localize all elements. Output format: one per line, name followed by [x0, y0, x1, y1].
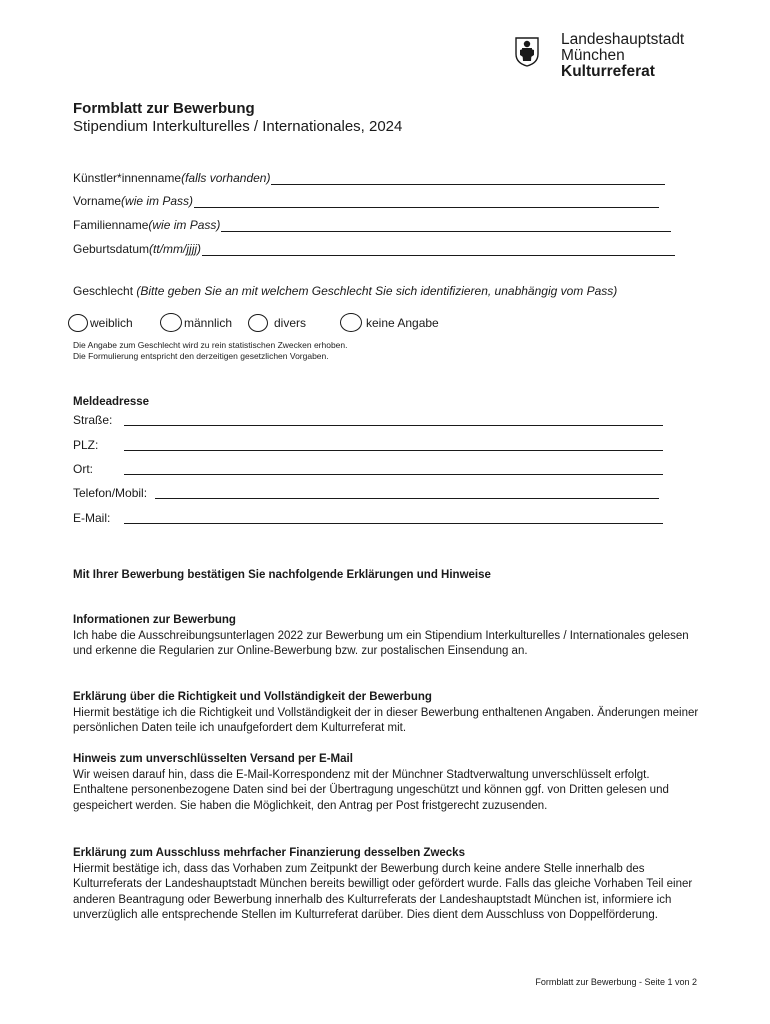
section-text: Hiermit bestätige ich die Richtigkeit und Vollständigkeit der in dieser Bewerbung enthaltenen Angaben. Änderungen meiner persönlichen Daten teile ich unaufgefordert dem Kulturreferat mit.: [73, 706, 699, 734]
logo-line-3: Kulturreferat: [561, 63, 655, 80]
field-label: Telefon/Mobil:: [73, 486, 148, 500]
field-label: PLZ:: [73, 438, 99, 452]
logo-wordmark: [561, 32, 684, 80]
birthdate-field[interactable]: [73, 242, 675, 256]
radio-circle-icon[interactable]: [340, 313, 362, 332]
phone-field[interactable]: [73, 484, 673, 500]
field-label: Straße:: [73, 413, 113, 427]
email-field[interactable]: [73, 509, 673, 525]
gender-option-male[interactable]: [160, 313, 232, 332]
section-double-funding: [73, 846, 703, 924]
fill-line[interactable]: [155, 488, 659, 499]
field-hint: (wie im Pass): [121, 194, 194, 208]
fill-line[interactable]: [124, 415, 663, 426]
fill-line[interactable]: [202, 245, 675, 256]
gender-note-1: Die Angabe zum Geschlecht wird zu rein statistischen Zwecken erhoben.: [73, 340, 348, 350]
field-hint: (falls vorhanden): [181, 171, 271, 185]
fill-line[interactable]: [124, 513, 663, 524]
gender-note-2: Die Formulierung entspricht den derzeitigen gesetzlichen Vorgaben.: [73, 351, 329, 361]
field-label: Geburtsdatum: [73, 242, 150, 256]
section-text: Wir weisen darauf hin, dass die E-Mail-Korrespondenz mit der Münchner Stadtverwaltung unverschlüsselt erfolgt. Enthaltene personenbezogene Daten sind bei der Übertragung ungeschützt und können ggf. von Dritten gelesen und gespeichert werden. Sie haben die Möglichkeit, den Antrag per Post fristgerecht zuzusenden.: [73, 768, 669, 812]
section-heading: Erklärung über die Richtigkeit und Vollständigkeit der Bewerbung: [73, 691, 432, 703]
field-label: Familienname: [73, 218, 149, 232]
page-title: Formblatt zur Bewerbung: [73, 100, 255, 117]
fill-line[interactable]: [194, 197, 659, 208]
gender-option-diverse[interactable]: [248, 313, 306, 332]
gender-option-none[interactable]: [340, 313, 439, 332]
radio-circle-icon[interactable]: [248, 314, 268, 332]
last-name-field[interactable]: [73, 218, 671, 232]
page-footer: Formblatt zur Bewerbung - Seite 1 von 2: [535, 977, 697, 987]
address-heading: Meldeadresse: [73, 396, 150, 408]
field-hint: (tt/mm/jjjj): [149, 242, 202, 256]
gender-option-female[interactable]: [68, 313, 133, 332]
field-label: Ort:: [73, 462, 93, 476]
city-field[interactable]: [73, 460, 673, 476]
field-label: Vorname: [73, 194, 122, 208]
section-heading: Erklärung zum Ausschluss mehrfacher Finanzierung desselben Zwecks: [73, 847, 465, 859]
radio-circle-icon[interactable]: [160, 313, 182, 332]
section-text: Ich habe die Ausschreibungsunterlagen 2022 zur Bewerbung um ein Stipendium Interkulturelles / Internationales gelesen und erkenne die Regularien zur Online-Bewerbung bzw. zur postalischen Einsendung an.: [73, 629, 689, 657]
field-label: Künstler*innenname: [73, 171, 182, 185]
section-email-notice: [73, 752, 703, 814]
artist-name-field[interactable]: [73, 171, 665, 185]
fill-line[interactable]: [124, 464, 663, 475]
section-heading: Hinweis zum unverschlüsselten Versand per E-Mail: [73, 753, 353, 765]
logo-line-2: München: [561, 47, 625, 64]
zip-field[interactable]: [73, 436, 673, 452]
fill-line[interactable]: [271, 174, 665, 185]
fill-line[interactable]: [221, 221, 671, 232]
field-hint: (wie im Pass): [148, 218, 221, 232]
declarations-heading: Mit Ihrer Bewerbung bestätigen Sie nachfolgende Erklärungen und Hinweise: [73, 569, 491, 581]
fill-line[interactable]: [124, 440, 663, 451]
section-application-info: [73, 613, 703, 660]
munich-crest-icon: [514, 35, 540, 67]
option-label: weiblich: [90, 315, 133, 330]
gender-label: Geschlecht (Bitte geben Sie an mit welchem Geschlecht Sie sich identifizieren, unabhängig vom Pass): [73, 284, 618, 298]
first-name-field[interactable]: [73, 194, 659, 208]
gender-hint: (Bitte geben Sie an mit welchem Geschlecht Sie sich identifizieren, unabhängig vom Pass): [136, 284, 618, 298]
section-text: Hiermit bestätige ich, dass das Vorhaben zum Zeitpunkt der Bewerbung durch keine andere Stelle innerhalb des Kulturreferats der Landeshauptstadt München bereits bewilligt oder gefördert wurde. Falls das gleiche Vorhaben Teil einer anderen Beantragung oder Bewerbung innerhalb des Kulturreferats der Landeshauptstadt München ist, informiere ich unverzüglich alle entsprechende Stellen im Kulturreferat darüber. Dies dient dem Ausschluss von Doppelförderung.: [73, 862, 693, 921]
option-label: divers: [274, 315, 307, 330]
logo-line-1: Landeshauptstadt: [561, 31, 685, 48]
option-label: männlich: [184, 315, 233, 330]
option-label: keine Angabe: [366, 315, 439, 330]
field-label: E-Mail:: [73, 511, 111, 525]
radio-circle-icon[interactable]: [68, 314, 88, 332]
page-subtitle: Stipendium Interkulturelles / Internationales, 2024: [73, 118, 403, 135]
section-correctness: [73, 690, 703, 737]
street-field[interactable]: [73, 411, 673, 427]
section-heading: Informationen zur Bewerbung: [73, 614, 236, 626]
